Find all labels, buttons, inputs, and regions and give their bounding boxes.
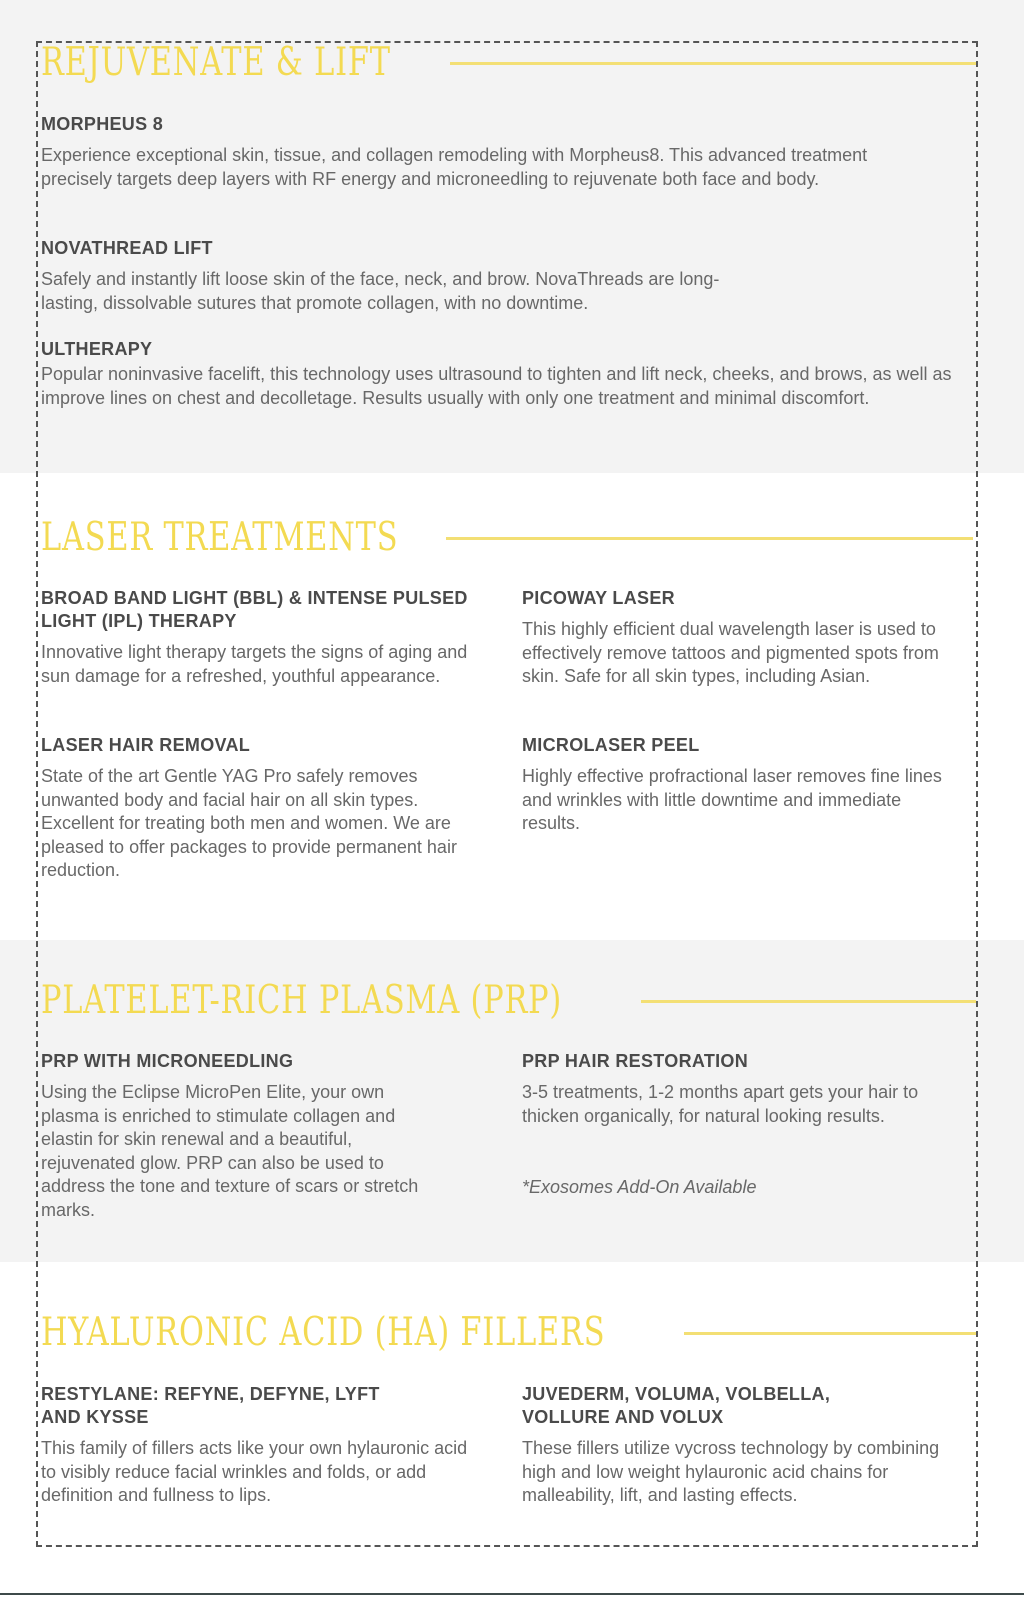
service-description: These fillers utilize vycross technology by combining high and low weight hylauronic acid chains for malleability, lift, and lasting effects. [522,1438,940,1505]
service-ultherapy [41,338,966,410]
service-title: BROAD BAND LIGHT (BBL) & INTENSE PULSED LIGHT (IPL) THERAPY [41,588,468,631]
fillers-section-header [41,1307,976,1359]
service-title: ULTHERAPY [41,339,153,359]
service-description: State of the art Gentle YAG Pro safely removes unwanted body and facial hair on all skin types. Excellent for treating both men and women. We are pleased to offer packages to provide permanent hair reduction. [41,766,457,880]
fillers-section-title: HYALURONIC ACID (HA) FILLERS [41,1310,606,1355]
service-description: Safely and instantly lift loose skin of the face, neck, and brow. NovaThreads are long-lasting, dissolvable sutures that promote collagen, with no downtime. [41,269,720,313]
service-title: LASER HAIR REMOVAL [41,735,251,755]
service-description: Experience exceptional skin, tissue, and collagen remodeling with Morpheus8. This advanced treatment precisely targets deep layers with RF energy and microneedling to rejuvenate both face and body. [41,145,868,189]
service-description: This family of fillers acts like your own hylauronic acid to visibly reduce facial wrinkles and folds, or add definition and fullness to lips. [41,1438,468,1505]
rejuvenate-title-rule [450,62,976,65]
service-novathread [41,237,801,315]
bottom-divider [0,1593,1024,1595]
service-title: PICOWAY LASER [522,588,675,608]
service-microlaser-peel [522,734,962,836]
laser-section-header [41,512,973,564]
service-title: MORPHEUS 8 [41,114,164,134]
service-title: MICROLASER PEEL [522,735,700,755]
service-restylane [41,1383,491,1508]
service-title: PRP HAIR RESTORATION [522,1051,749,1071]
service-description: Innovative light therapy targets the signs of aging and sun damage for a refreshed, youthful appearance. [41,642,468,686]
service-bbl-ipl [41,587,491,688]
service-title: JUVEDERM, VOLUMA, VOLBELLA, VOLLURE AND VOLUX [522,1384,831,1427]
service-juvederm [522,1383,962,1508]
service-description: 3-5 treatments, 1-2 months apart gets your hair to thicken organically, for natural looking results. [522,1082,919,1126]
rejuvenate-section-title: REJUVENATE & LIFT [41,40,391,85]
laser-title-rule [446,537,973,540]
prp-title-rule [641,1000,976,1003]
service-description: This highly efficient dual wavelength laser is used to effectively remove tattoos and pigmented spots from skin. Safe for all skin types, including Asian. [522,619,939,686]
exosomes-note: *Exosomes Add-On Available [522,1177,757,1197]
service-title: PRP WITH MICRONEEDLING [41,1051,294,1071]
prp-section-header [41,975,976,1027]
fillers-title-rule [684,1332,976,1335]
service-morpheus8 [41,113,941,191]
service-title: NOVATHREAD LIFT [41,238,213,258]
service-laser-hair-removal [41,734,481,883]
service-prp-hair-restoration [522,1050,972,1128]
rejuvenate-section-header [41,37,976,89]
service-description: Using the Eclipse MicroPen Elite, your own plasma is enriched to stimulate collagen and elastin for skin renewal and a beautiful, rejuvenated glow. PRP can also be used to address the tone and texture of scars or stretch marks. [41,1082,419,1220]
prp-section-title: PLATELET-RICH PLASMA (PRP) [41,978,563,1023]
service-description: Highly effective profractional laser removes fine lines and wrinkles with little downtime and immediate results. [522,766,942,833]
service-prp-microneedling [41,1050,481,1222]
service-description: Popular noninvasive facelift, this technology uses ultrasound to tighten and lift neck, cheeks, and brows, as well as improve lines on chest and decolletage. Results usually with only one treatment and minimal discomfort. [41,364,952,408]
service-title: RESTYLANE: REFYNE, DEFYNE, LYFT AND KYSSE [41,1384,380,1427]
laser-section-title: LASER TREATMENTS [41,515,399,560]
service-picoway [522,587,972,689]
